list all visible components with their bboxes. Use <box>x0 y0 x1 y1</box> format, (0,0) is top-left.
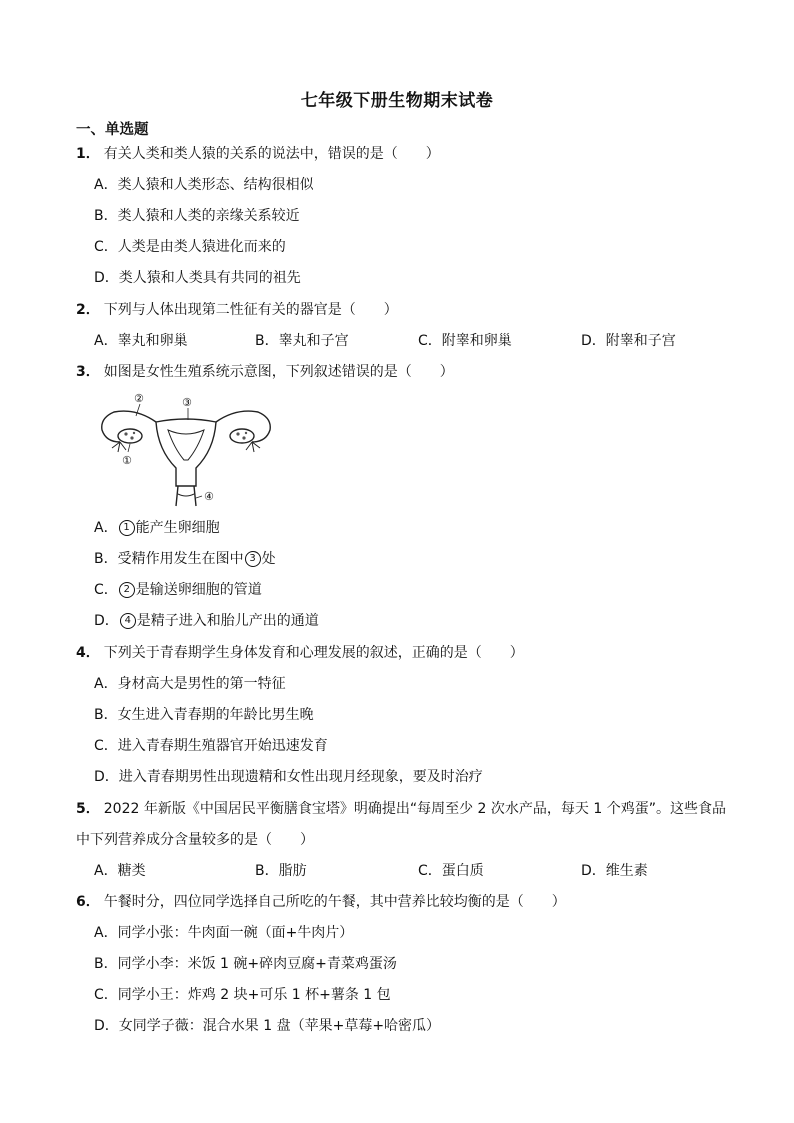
option-2b: B．睾丸和子宫 <box>255 333 349 349</box>
option-6c: C．同学小王：炸鸡 2 块+可乐 1 杯+薯条 1 包 <box>94 987 391 1003</box>
option-4c: C．进入青春期生殖器官开始迅速发育 <box>94 738 328 754</box>
option-5b: B．脂肪 <box>255 863 307 879</box>
question-number: 2． <box>76 302 100 318</box>
circled-number: 1 <box>119 520 135 536</box>
question-5-continued: 中下列营养成分含量较多的是（ ） <box>76 832 314 848</box>
option-2d: D．附睾和子宫 <box>581 333 676 349</box>
question-text: 下列关于青春期学生身体发育和心理发展的叙述，正确的是（ ） <box>103 645 524 661</box>
question-5 <box>76 800 726 818</box>
option-1b: B．类人猿和人类的亲缘关系较近 <box>94 208 300 224</box>
option-2a: A．睾丸和卵巢 <box>94 333 188 349</box>
option-3c <box>94 581 262 599</box>
section-heading: 一、单选题 <box>76 122 149 138</box>
question-4 <box>76 644 524 662</box>
option-text: 处 <box>261 551 276 567</box>
option-5c: C．蛋白质 <box>418 863 484 879</box>
option-letter: C． <box>94 582 118 598</box>
option-3a <box>94 519 220 537</box>
question-number: 5． <box>76 801 100 817</box>
label-2: ② <box>134 392 144 405</box>
option-3d <box>94 612 319 630</box>
option-letter: B． <box>94 551 118 567</box>
question-text: 如图是女性生殖系统示意图，下列叙述错误的是（ ） <box>103 364 454 380</box>
option-4a: A．身材高大是男性的第一特征 <box>94 676 286 692</box>
question-1 <box>76 145 440 163</box>
label-4: ④ <box>204 490 214 503</box>
question-number: 4． <box>76 645 100 661</box>
option-1a: A．类人猿和人类形态、结构很相似 <box>94 177 314 193</box>
question-number: 1． <box>76 146 100 162</box>
option-5d: D．维生素 <box>581 863 648 879</box>
options-row-2 <box>94 332 714 350</box>
option-3b <box>94 550 276 568</box>
option-5a: A．糖类 <box>94 863 146 879</box>
question-number: 3． <box>76 364 100 380</box>
circled-number: 4 <box>120 613 136 629</box>
female-reproductive-system-diagram <box>96 390 276 510</box>
label-1: ① <box>122 454 132 467</box>
circled-number: 3 <box>245 551 261 567</box>
circled-number: 2 <box>119 582 135 598</box>
option-6b: B．同学小李：米饭 1 碗+碎肉豆腐+青菜鸡蛋汤 <box>94 956 397 972</box>
question-2 <box>76 301 398 319</box>
question-3 <box>76 363 454 381</box>
option-1d: D．类人猿和人类具有共同的祖先 <box>94 270 301 286</box>
option-letter: A． <box>94 520 118 536</box>
options-row-5 <box>94 862 714 880</box>
option-text: 是输送卵细胞的管道 <box>135 582 262 598</box>
question-text: 2022 年新版《中国居民平衡膳食宝塔》明确提出“每周至少 2 次水产品，每天 1 个鸡蛋”。这些食品 <box>103 801 726 817</box>
question-text: 有关人类和类人猿的关系的说法中，错误的是（ ） <box>103 146 440 162</box>
option-2c: C．附睾和卵巢 <box>418 333 512 349</box>
question-text: 下列与人体出现第二性征有关的器官是（ ） <box>103 302 398 318</box>
option-6a: A．同学小张：牛肉面一碗（面+牛肉片） <box>94 925 354 941</box>
option-4b: B．女生进入青春期的年龄比男生晚 <box>94 707 314 723</box>
option-1c: C．人类是由类人猿进化而来的 <box>94 239 286 255</box>
page-title: 七年级下册生物期末试卷 <box>300 91 494 111</box>
option-text: 是精子进入和胎儿产出的通道 <box>136 613 319 629</box>
option-6d: D．女同学子薇：混合水果 1 盘（苹果+草莓+哈密瓜） <box>94 1018 441 1034</box>
option-text: 受精作用发生在图中 <box>117 551 244 567</box>
option-text: 能产生卵细胞 <box>135 520 220 536</box>
option-4d: D．进入青春期男性出现遗精和女性出现月经现象，要及时治疗 <box>94 769 483 785</box>
option-letter: D． <box>94 613 119 629</box>
question-text: 午餐时分，四位同学选择自己所吃的午餐，其中营养比较均衡的是（ ） <box>103 894 566 910</box>
question-number: 6． <box>76 894 100 910</box>
question-6 <box>76 893 566 911</box>
label-3: ③ <box>182 396 192 409</box>
